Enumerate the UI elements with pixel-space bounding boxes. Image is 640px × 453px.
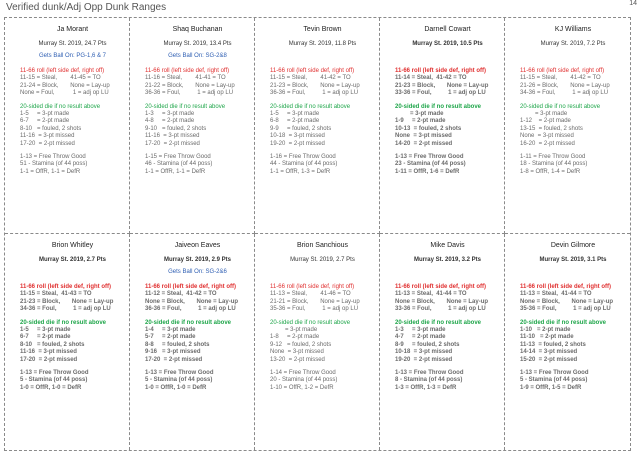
player-name: Darnell Cowart (424, 26, 471, 33)
team-season-points: Murray St. 2019, 2.9 Pts (163, 257, 232, 263)
team-season-points: Murray St. 2019, 11.8 Pts (288, 41, 357, 47)
gets-ball-spacer (395, 48, 500, 60)
die-result-line: 1-8 = 2-pt made (270, 334, 320, 341)
die-result-line: 16-20 = 2-pt missed (520, 140, 575, 147)
roll-result-line: 21-26 = Block, None = Lay-up (520, 82, 610, 89)
gets-ball-on: Gets Ball On: SG-2&8 (168, 53, 227, 59)
die-result-line: = 3-pt made (395, 111, 444, 118)
roll-result-line: None = Block, None = Lay-up (145, 298, 239, 305)
roll-result-line: 11-13 = Steal, 41-44 = TO (520, 291, 592, 298)
die-result-line: 6-8 = 2-pt made (270, 118, 320, 125)
die-result-line: = 3-pt made (520, 111, 568, 118)
die-result-line: None = 3-pt missed (395, 133, 452, 140)
roll-result-line: 11-15 = Steal, 41-43 = TO (20, 291, 92, 298)
die-result-line: 9-16 = 3-pt missed (145, 349, 201, 356)
roll-result-line: 21-23 = Block, None = Lay-up (395, 82, 489, 89)
stat-line: 46 - Stamina (of 44 poss) (145, 161, 213, 168)
player-card (255, 234, 380, 450)
stat-line: 1-15 = Free Throw Good (145, 154, 211, 161)
stat-line: 1-13 = Free Throw Good (395, 370, 464, 377)
die-result-line: 13-15 = fouled, 2 shots (520, 125, 583, 132)
roll-result-line: 11-15 = Steal, 41-42 = TO (270, 75, 351, 82)
player-card-grid (4, 17, 631, 451)
die-result-line: 11-10 = 2-pt made (520, 334, 574, 341)
stat-line: 8 - Stamina (of 44 poss) (395, 377, 463, 384)
stat-line: 23 - Stamina (of 44 poss) (395, 161, 466, 168)
die-table-title: 20-sided die if no result above (20, 319, 107, 326)
player-card (380, 18, 505, 234)
player-name: Mike Davis (430, 242, 465, 249)
roll-table-title: 11-66 roll (left side def, right off) (145, 284, 237, 290)
roll-result-line: 11-13 = Steal, 41-44 = TO (395, 291, 467, 298)
team-season-points: Murray St. 2019, 3.1 Pts (539, 257, 607, 263)
die-result-line: 9-9 = fouled, 2 shots (270, 125, 332, 132)
die-result-line: 1-4 = 3-pt made (145, 327, 196, 334)
roll-result-line: 21-23 = Block, None = Lay-up (20, 298, 114, 305)
player-card (130, 234, 255, 450)
die-result-line: 19-20 = 2-pt missed (395, 356, 453, 363)
team-season-points: Murray St. 2019, 13.4 Pts (163, 41, 232, 47)
die-result-line: 17-20 = 2-pt missed (145, 140, 200, 147)
stat-line: 20 - Stamina (of 44 poss) (270, 377, 338, 384)
player-card (380, 234, 505, 450)
roll-table-title: 11-66 roll (left side def, right off) (395, 284, 487, 290)
roll-table-title: 11-66 roll (left side def, right off) (520, 68, 605, 74)
die-result-line: 6-7 = 2-pt made (20, 118, 70, 125)
page-number: 14 (629, 0, 637, 7)
team-season-points: Murray St. 2019, 10.5 Pts (412, 41, 483, 47)
roll-table-title: 11-66 roll (left side def, right off) (20, 284, 112, 290)
die-result-line: 1-5 = 3-pt made (20, 327, 71, 334)
gets-ball-spacer (20, 264, 125, 276)
die-result-line: 17-20 = 2-pt missed (20, 356, 78, 363)
stat-line: 1-13 = Free Throw Good (145, 370, 214, 377)
roll-table-title: 11-66 roll (left side def, right off) (270, 68, 355, 74)
roll-result-line: 11-12 = Steal, 41-42 = TO (145, 291, 217, 298)
stat-line: 1-9 = OffR, 1-5 = DefR (520, 384, 582, 391)
die-result-line: 11-16 = 3-pt missed (20, 349, 77, 356)
stat-line: 44 - Stamina (of 44 poss) (270, 161, 338, 168)
roll-result-line: 35-36 = Foul, 1 = adj op LU (520, 306, 611, 313)
player-name: Ja Morant (56, 26, 89, 33)
die-table-title: 20-sided die if no result above (145, 103, 226, 110)
roll-result-line: 34-36 = Foul, 1 = adj op LU (520, 90, 609, 97)
stat-line: 1-10 = OffR, 1-2 = DefR (270, 384, 334, 391)
gets-ball-on: Gets Ball On: SG-2&6 (168, 269, 227, 275)
roll-result-line: None = Block, None = Lay-up (520, 298, 614, 305)
stat-line: 1-13 = Free Throw Good (520, 370, 589, 377)
roll-table-title: 11-66 roll (left side def, right off) (395, 68, 487, 74)
gets-ball-spacer (520, 264, 626, 276)
die-table-title: 20-sided die if no result above (395, 319, 482, 326)
stat-line: 51 - Stamina (of 44 poss) (20, 161, 88, 168)
stat-line: 1-11 = Free Throw Good (520, 154, 586, 161)
die-result-line: None = 3-pt missed (270, 349, 324, 356)
player-name: Devin Gilmore (550, 242, 596, 249)
roll-table-title: 11-66 roll (left side def, right off) (145, 68, 230, 74)
stat-line: 1-1 = OffR, 1-3 = DefR (270, 168, 331, 175)
die-result-line: 14-20 = 2-pt missed (395, 140, 453, 147)
stat-line: 1-13 = Free Throw Good (395, 154, 464, 161)
die-result-line: 15-20 = 2-pt missed (520, 356, 578, 363)
die-result-line: 11-13 = fouled, 2 shots (520, 341, 586, 348)
roll-result-line: 11-16 = Steal, 41-41 = TO (145, 75, 226, 82)
roll-table-title: 11-66 roll (left side def, right off) (520, 284, 612, 290)
die-table-title: 20-sided die if no result above (270, 103, 351, 110)
die-result-line: 17-20 = 2-pt missed (145, 356, 203, 363)
die-result-line: 1-12 = 2-pt made (520, 118, 571, 125)
stat-line: 1-3 = OffR, 1-3 = DefR (395, 384, 457, 391)
roll-result-line: 36-36 = Foul, 1 = adj op LU (145, 306, 236, 313)
stat-line: 1-1 = OffR, 1-1 = DefR (20, 168, 81, 175)
roll-result-line: 21-22 = Block, None = Lay-up (145, 82, 235, 89)
stat-line: 1-0 = OffR, 1-0 = DefR (20, 384, 82, 391)
stat-line: 1-16 = Free Throw Good (270, 154, 336, 161)
die-result-line: 8-8 = fouled, 2 shots (145, 341, 210, 348)
die-result-line: 17-20 = 2-pt missed (20, 140, 75, 147)
die-result-line: 1-3 = 3-pt made (145, 111, 195, 118)
player-name: Jaiveon Eaves (174, 242, 221, 249)
roll-result-line: 33-36 = Foul, 1 = adj op LU (395, 90, 486, 97)
die-table-title: 20-sided die if no result above (270, 319, 351, 326)
player-card (130, 18, 255, 234)
die-result-line: 10-18 = 3-pt missed (270, 133, 325, 140)
stat-line: 18 - Stamina (of 44 poss) (520, 161, 588, 168)
die-result-line: 10-13 = fouled, 2 shots (395, 125, 462, 132)
die-result-line: 13-20 = 2-pt missed (270, 356, 325, 363)
die-result-line: 1-10 = 2-pt made (520, 327, 571, 334)
team-season-points: Murray St. 2019, 2.7 Pts (38, 257, 107, 263)
die-result-line: 4-7 = 2-pt made (395, 334, 446, 341)
stat-line: 5 - Stamina (of 44 poss) (145, 377, 213, 384)
page-title: Verified dunk/Adj Opp Dunk Ranges (6, 2, 167, 13)
roll-result-line: 36-36 = Foul, 1 = adj op LU (145, 90, 234, 97)
stat-line: 1-11 = OffR, 1-6 = DefR (395, 168, 460, 175)
roll-result-line: 11-15 = Steal, 41-45 = TO (20, 75, 101, 82)
gets-ball-on: Gets Ball On: PG-1,6 & 7 (38, 53, 107, 59)
stat-line: 1-13 = Free Throw Good (20, 370, 89, 377)
player-card (5, 18, 130, 234)
stat-line: 5 - Stamina (of 44 poss) (20, 377, 88, 384)
die-table-title: 20-sided die if no result above (20, 103, 101, 110)
team-season-points: Murray St. 2019, 2.7 Pts (290, 257, 355, 263)
die-result-line: 8-10 = fouled, 2 shots (20, 125, 82, 132)
die-result-line: 9-10 = fouled, 2 shots (145, 125, 207, 132)
die-result-line: 19-20 = 2-pt missed (270, 140, 325, 147)
stat-line: 1-13 = Free Throw Good (20, 154, 86, 161)
stat-line: 1-8 = OffR, 1-4 = DefR (520, 168, 581, 175)
roll-table-title: 11-66 roll (left side def, right off) (270, 284, 355, 290)
gets-ball-spacer (270, 264, 375, 276)
team-season-points: Murray St. 2019, 24.7 Pts (38, 41, 107, 47)
stat-line: 1-14 = Free Throw Good (270, 370, 336, 377)
stat-line: 5 - Stamina (of 44 poss) (520, 377, 588, 384)
roll-result-line: 21-23 = Block, None = Lay-up (270, 82, 360, 89)
gets-ball-spacer (520, 48, 626, 60)
gets-ball-spacer (270, 48, 375, 60)
player-card (505, 234, 630, 450)
die-result-line: 1-9 = 2-pt made (395, 118, 446, 125)
gets-ball-spacer (395, 264, 500, 276)
die-result-line: 8-10 = fouled, 2 shots (20, 341, 85, 348)
roll-result-line: 11-14 = Steal, 41-42 = TO (395, 75, 467, 82)
die-result-line: 11-16 = 3-pt missed (145, 133, 200, 140)
stat-line: 1-0 = OffR, 1-0 = DefR (145, 384, 207, 391)
roll-result-line: 33-36 = Foul, 1 = adj op LU (395, 306, 486, 313)
roll-result-line: None = Block, None = Lay-up (395, 298, 489, 305)
roll-result-line: 21-21 = Block, None = Lay-up (270, 298, 360, 305)
die-result-line: 9-12 = fouled, 2 shots (270, 341, 332, 348)
die-table-title: 20-sided die if no result above (145, 319, 232, 326)
die-result-line: 14-14 = 3-pt missed (520, 349, 578, 356)
die-result-line: 1-5 = 3-pt made (20, 111, 70, 118)
roll-result-line: 11-13 = Steal, 41-46 = TO (270, 291, 351, 298)
die-table-title: 20-sided die if no result above (520, 319, 607, 326)
die-result-line: 5-7 = 2-pt made (145, 334, 196, 341)
die-result-line: 1-3 = 3-pt made (395, 327, 446, 334)
stat-line: 1-1 = OffR, 1-1 = DefR (145, 168, 206, 175)
player-name: Brion Sanchious (297, 242, 348, 249)
player-card (505, 18, 630, 234)
die-result-line: 6-7 = 2-pt made (20, 334, 71, 341)
roll-result-line: 35-36 = Foul, 1 = adj op LU (270, 306, 359, 313)
roll-result-line: 11-15 = Steal, 41-42 = TO (520, 75, 601, 82)
die-result-line: 10-18 = 3-pt missed (395, 349, 453, 356)
player-card (5, 234, 130, 450)
die-result-line: 11-16 = 3-pt missed (20, 133, 75, 140)
die-table-title: 20-sided die if no result above (395, 103, 482, 110)
team-season-points: Murray St. 2019, 3.2 Pts (413, 257, 482, 263)
player-name: Brion Whitley (51, 242, 94, 249)
die-result-line: = 3-pt made (270, 327, 318, 334)
roll-result-line: 34-36 = Foul, 1 = adj op LU (20, 306, 111, 313)
player-name: Tevin Brown (303, 26, 342, 33)
die-result-line: 1-5 = 3-pt made (270, 111, 320, 118)
die-result-line: None = 3-pt missed (520, 133, 574, 140)
die-table-title: 20-sided die if no result above (520, 103, 601, 110)
die-result-line: 4-8 = 2-pt made (145, 118, 195, 125)
player-name: Shaq Buchanan (172, 26, 223, 33)
team-season-points: Murray St. 2019, 7.2 Pts (540, 41, 606, 47)
roll-result-line: None = Foul, 1 = adj op LU (20, 90, 109, 97)
roll-table-title: 11-66 roll (left side def, right off) (20, 68, 105, 74)
player-card (255, 18, 380, 234)
die-result-line: 8-9 = fouled, 2 shots (395, 341, 460, 348)
player-name: KJ Williams (554, 26, 592, 33)
roll-result-line: 36-36 = Foul, 1 = adj op LU (270, 90, 359, 97)
roll-result-line: 21-24 = Block, None = Lay-up (20, 82, 110, 89)
